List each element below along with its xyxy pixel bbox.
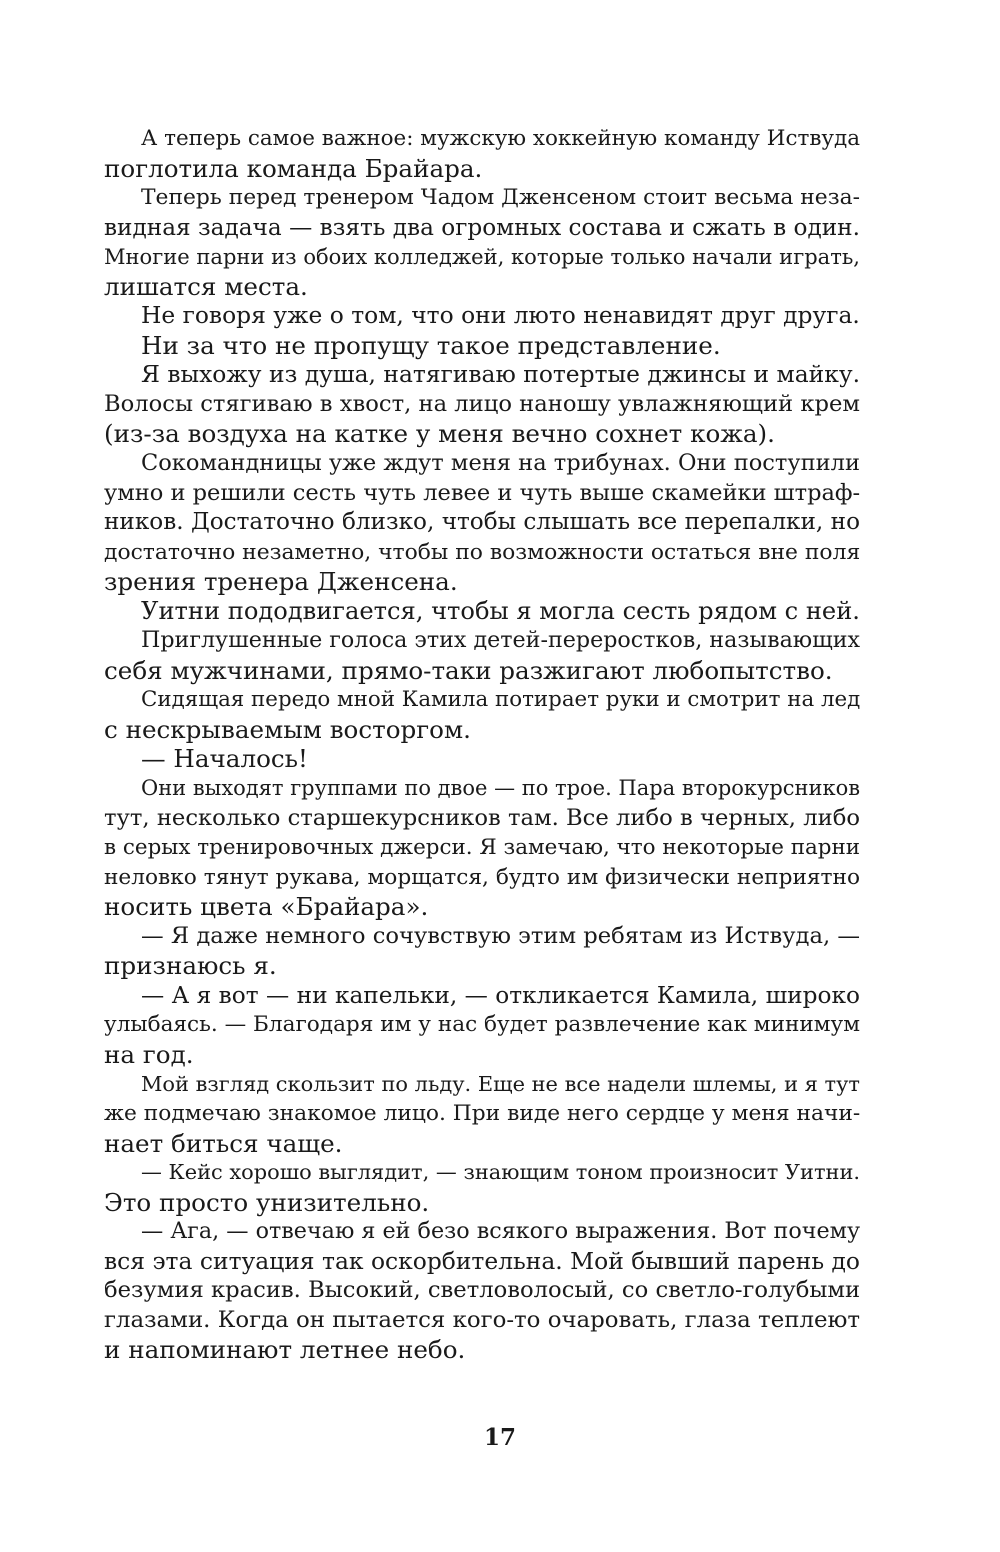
text-line: — А я вот — ни капельки, — откликается Камила, широко [141,981,860,1009]
page-number: 17 [483,1424,516,1451]
text-line: лишатся места. [104,271,308,301]
text-line: ников. Достаточно близко, чтобы слышать все перепалки, но [104,509,860,536]
text-line: достаточно незаметно, чтобы по возможности остаться вне поля [104,539,861,565]
text-line: Уитни пододвигается, чтобы я могла сесть рядом с ней. [141,596,860,625]
text-line: в серых тренировочных джерси. Я замечаю, что некоторые парни [104,835,861,861]
text-line: с нескрываемым восторгом. [104,714,471,744]
text-line: — Началось! [141,744,308,774]
text-line: Ни за что не пропущу такое представление. [141,330,721,360]
text-line: улыбаясь. — Благодаря им у нас будет развлечение как минимум [104,1012,860,1038]
text-line: Не говоря уже о том, что они люто ненавидят друг друга. [141,301,860,330]
text-line: Многие парни из обоих колледжей, которые только начали играть, [104,244,860,270]
text-line: Я выхожу из душа, натягиваю потертые джинсы и майку. [141,360,860,389]
text-line: неловко тянут рукава, морщатся, будто им физически неприятно [104,864,860,890]
text-line: нает биться чаще. [104,1128,343,1158]
text-line: носить цвета «Брайара». [104,892,429,922]
text-line: Они выходят группами по двое — по трое. Пара второкурсников [141,776,860,801]
text-line: себя мужчинами, прямо-таки разжигают любопытство. [104,655,833,685]
text-line: поглотила команда Брайара. [104,153,483,183]
text-line: на год. [104,1039,194,1069]
text-line: и напоминают летнее небо. [104,1335,466,1365]
text-line: Волосы стягиваю в хвост, на лицо наношу увлажняющий крем [104,390,860,417]
text-line: Сидящая передо мной Камила потирает руки и смотрит на лед [141,687,861,713]
text-line: же подмечаю знакомое лицо. При виде него сердце у меня начи- [104,1101,861,1127]
text-line: (из-за воздуха на катке у меня вечно сохнет кожа). [104,419,775,449]
text-line: Сокомандницы уже ждут меня на трибунах. Они поступили [141,450,860,477]
text-line: Теперь перед тренером Чадом Дженсеном стоит весьма неза- [141,185,860,211]
text-line: А теперь самое важное: мужскую хоккейную команду Иствуда [141,126,860,151]
text-line: зрения тренера Дженсена. [104,567,458,597]
text-line: Приглушенные голоса этих детей-переростков, называющих [141,627,861,654]
text-line: Мой взгляд скользит по льду. Еще не все надели шлемы, и я тут [141,1071,860,1096]
text-line: признаюсь я. [104,951,277,981]
text-line: глазами. Когда он пытается кого-то очаровать, глаза теплеют [104,1306,860,1333]
text-line: — Я даже немного сочувствую этим ребятам из Иствуда, — [141,922,860,949]
text-line: вся эта ситуация так оскорбительна. Мой бывший парень до [104,1246,860,1275]
body-text [104,124,860,1365]
text-line: — Ага, — отвечаю я ей безо всякого выражения. Вот почему [141,1218,861,1245]
text-line: видная задача — взять два огромных состава и сжать в один. [104,213,860,241]
text-line: умно и решили сесть чуть левее и чуть выше скамейки штраф- [104,479,861,506]
text-line: тут, несколько старшекурсников там. Все либо в черных, либо [104,804,860,831]
text-line: безумия красив. Высокий, светловолосый, со светло-голубыми [104,1277,861,1304]
text-line: — Кейс хорошо выглядит, — знающим тоном произносит Уитни. [141,1160,861,1185]
text-line: Это просто унизительно. [104,1187,430,1217]
